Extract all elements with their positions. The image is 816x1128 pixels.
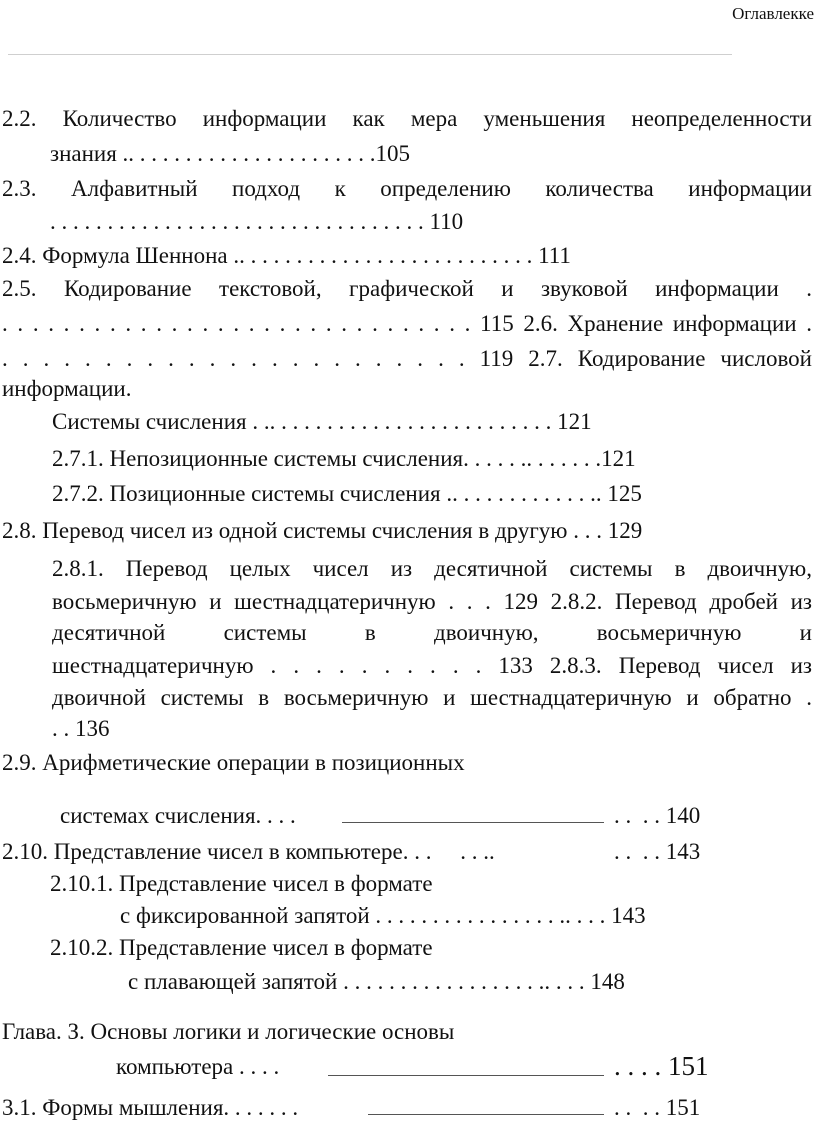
leader-rule <box>342 822 604 823</box>
toc-entry-2-7-1: 2.7.1. Непозиционные системы счисления. . . . . .. . . . . . .121 <box>52 446 636 471</box>
leader-rule <box>328 1075 604 1076</box>
toc-entry-2-8: 2.8. Перевод чисел из одной системы счисления в другую . . . 129 <box>2 518 643 543</box>
toc-entry-2-8-3-page: . . 136 <box>52 716 110 741</box>
toc-entry-2-6: . . . . . . . . . . . . . . . . . . . . . . . . . . . . . . . 115 2.6. Хранение информации . <box>2 311 812 336</box>
toc-entry-2-8-3-cont: двоичной системы в восьмеричную и шестнадцатеричную и обратно . <box>52 685 812 710</box>
toc-entry-2-3: 2.3. Алфавитный подход к определению количества информации <box>2 176 812 201</box>
header-divider <box>8 54 732 55</box>
toc-entry-2-7-cont: информации. <box>2 376 132 401</box>
toc-chapter-3: Глава. З. Основы логики и логические основы <box>2 1019 455 1044</box>
running-header: Оглавлекке <box>732 4 814 23</box>
toc-entry-2-9-cont: системах счисления. . . . <box>60 803 296 828</box>
toc-entry-2-10-2: 2.10.2. Представление чисел в формате <box>50 935 433 960</box>
toc-entry-2-4: 2.4. Формула Шеннона .. . . . . . . . . . . . . . . . . . . . . . . . . . 111 <box>2 243 571 268</box>
toc-chapter-3-page: . . . . 151 <box>614 1051 709 1081</box>
leader-rule <box>368 1114 604 1115</box>
toc-entry-3-1: 3.1. Формы мышления. . . . . . . <box>2 1095 299 1120</box>
toc-entry-2-8-3: шестнадцатеричную . . . . . . . . . . 133 2.8.3. Перевод чисел из <box>52 653 812 678</box>
toc-entry-2-2: 2.2. Количество информации как мера уменьшения неопределенности <box>2 106 812 131</box>
toc-entry-2-2-leader: знания .. . . . . . . . . . . . . . . . . . . . . .105 <box>50 141 411 166</box>
toc-entry-2-10-2-cont: с плавающей запятой . . . . . . . . . . . . . . . . . .. . . . 148 <box>128 969 625 994</box>
toc-entry-2-10: 2.10. Представление чисел в компьютере. . . . . .. <box>2 839 495 864</box>
toc-entry-2-10-page: . . . . 143 <box>614 839 701 864</box>
toc-entry-2-7: . . . . . . . . . . . . . . . . . . . . . . . 119 2.7. Кодирование числовой <box>2 346 812 371</box>
toc-entry-2-8-2-cont: десятичной системы в двоичную, восьмеричную и <box>52 620 812 645</box>
toc-entry-2-10-1-cont: с фиксированной запятой . . . . . . . . . . . . . . . . .. . . . 143 <box>120 903 646 928</box>
toc-entry-2-10-1: 2.10.1. Представление чисел в формате <box>50 871 433 896</box>
toc-entry-2-5: 2.5. Кодирование текстовой, графической и звуковой информации . <box>2 276 812 301</box>
toc-entry-2-9-page: . . . . 140 <box>614 803 701 828</box>
toc-entry-2-3-leader: . . . . . . . . . . . . . . . . . . . . . . . . . . . . . . . . . 110 <box>50 209 464 234</box>
toc-entry-2-8-1: 2.8.1. Перевод целых чисел из десятичной системы в двоичную, <box>52 556 812 581</box>
toc-entry-3-1-page: . . . . 151 <box>614 1095 701 1120</box>
toc-chapter-3-cont: компьютера . . . . <box>116 1054 280 1079</box>
toc-entry-2-7-systems: Системы счисления . .. . . . . . . . . . . . . . . . . . . . . . . . . 121 <box>52 409 592 434</box>
toc-entry-2-7-2: 2.7.2. Позиционные системы счисления .. . . . . . . . . . . . .. 125 <box>52 481 642 506</box>
toc-entry-2-8-2: восьмеричную и шестнадцатеричную . . . 129 2.8.2. Перевод дробей из <box>52 589 812 614</box>
toc-entry-2-9: 2.9. Арифметические операции в позиционных <box>2 750 465 775</box>
